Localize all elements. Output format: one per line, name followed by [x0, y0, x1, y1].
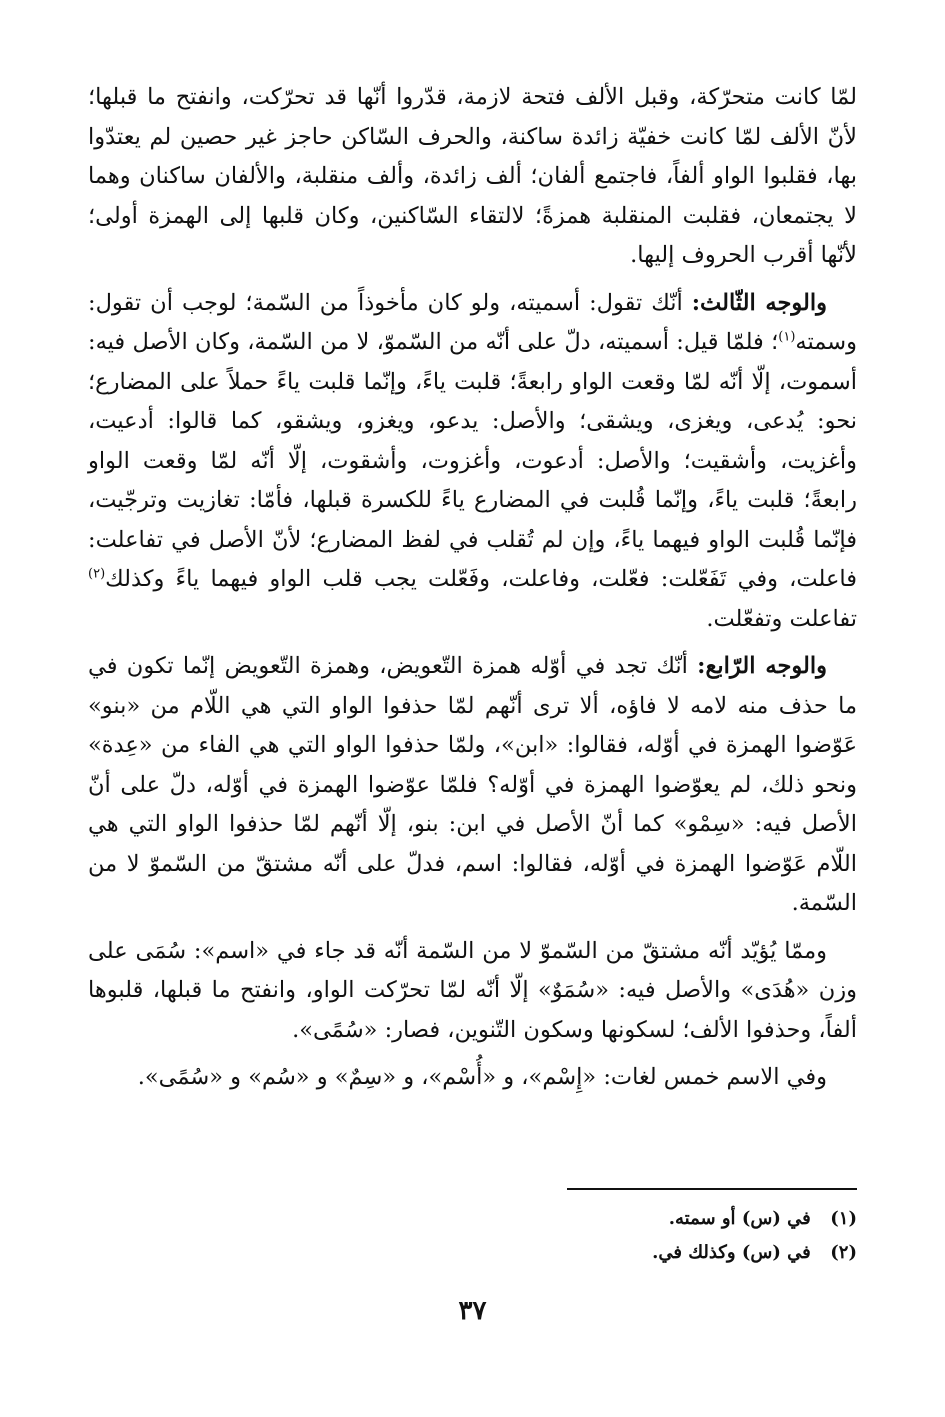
- paragraph-text: لمّا كانت متحرّكة، وقبل الألف فتحة لازمة، قدّروا أنّها قد تحرّكت، وانفتح ما قبلها؛ لأنّ الألف لمّا كانت خفيّة زائدة ساكنة، والحرف السّاكن حاجز غير حصين لم يعتدّوا بها، فقلبوا الواو ألفاً، فاجتمع ألفان؛ ألف زائدة، وألف منقلبة، والألفان ساكنان وهما لا يجتمعان، فقلبت المنقلبة همزةً؛ لالتقاء السّاكنين، وكان قلبها إلى الهمزة أولى؛ لأنّها أقرب الحروف إليها.: [88, 84, 857, 268]
- footnote-marker: (١): [778, 329, 796, 345]
- page-number: ٣٧: [458, 1296, 487, 1326]
- footnote-text: في (س) أو سمته.: [668, 1208, 811, 1229]
- document-page: [88, 78, 857, 1417]
- footnote-number: (٢): [830, 1242, 857, 1263]
- paragraph-4: [88, 932, 857, 1051]
- paragraph-1: [88, 78, 857, 276]
- main-text: [88, 78, 857, 1098]
- paragraph-text-end: تفاعلت وتفعّلت.: [706, 605, 857, 632]
- paragraph-text: وممّا يُؤيّد أنّه مشتقّ من السّموّ لا من السّمة أنّه قد جاء في «اسم»: سُمَى على وزن «هُدَى» والأصل فيه: «سُمَوٌ» إلّا أنّه لمّا تحرّكت الواو، وانفتح ما قبلها، قلبوها ألفاً، وحذفوا الألف؛ لسكونها وسكون التّنوين، فصار: «سُمًى».: [88, 937, 857, 1043]
- footnotes: [88, 1202, 857, 1270]
- footnote-text: في (س) وكذلك في.: [652, 1242, 811, 1263]
- paragraph-text-cont: ؛ فلمّا قيل: أسميته، دلّ على أنّه من السّموّ، لا من السّمة، وكان الأصل فيه: أسموت، إلّا أنّه لمّا وقعت الواو رابعةً؛ قلبت ياءً، وإنّما قلبت ياءً حملاً على المضارع؛ نحو: يُدعى، ويغزى، ويشقى؛ والأصل: يدعو، ويغزو، ويشقو، كما قالوا: أدعيت، وأغزيت، وأشقيت؛ والأصل: أدعوت، وأغزوت، وأشقوت، إلّا أنّه لمّا وقعت الواو رابعةً؛ قلبت ياءً، وإنّما قُلبت في المضارع ياءً للكسرة قبلها، فأمّا: تغازيت وترجّيت، فإنّما قُلبت الواو فيهما ياءً، وإن لم تُقلب في لفظ المضارع؛ لأنّ الأصل في تفاعلت: فاعلت، وفي تَفَعّلت: فعّلت، وفاعلت، وفَعّلت يجب قلب الواو فيهما ياءً وكذلك: [88, 329, 857, 592]
- paragraph-text: أنّك تجد في أوّله همزة التّعويض، وهمزة التّعويض إنّما تكون في ما حذف منه لامه لا فاؤه، ألا ترى أنّهم لمّا حذفوا الواو التي هي اللّام من «بنو» عَوّضوا الهمزة في أوّله، فقالوا: «ابن»، ولمّا حذفوا الواو التي هي الفاء من «عِدة» ونحو ذلك، لم يعوّضوا الهمزة في أوّله؟ فلمّا عوّضوا الهمزة في أوّله، دلّ على أنّ الأصل فيه: «سِمْو» كما أنّ الأصل في ابن: بنو، إلّا أنّهم لمّا حذفوا الواو التي هي اللّام عَوّضوا الهمزة في أوّله، فقالوا: اسم، فدلّ على أنّه مشتقّ من السّموّ لا من السّمة.: [88, 653, 857, 916]
- paragraph-5: [88, 1058, 857, 1098]
- footnote-number: (١): [830, 1208, 857, 1229]
- footnote-1: [88, 1202, 857, 1236]
- paragraph-3: [88, 647, 857, 924]
- footnote-2: [88, 1236, 857, 1270]
- section-lead: والوجه الثّالث:: [691, 289, 827, 316]
- footnote-marker: (٢): [88, 566, 106, 582]
- section-lead: والوجه الرّابع:: [697, 653, 827, 679]
- paragraph-text: أنّك تقول: أسميته، ولو كان مأخوذاً من السّمة؛ لوجب أن تقول: وسمته: [88, 289, 857, 355]
- paragraph-text: وفي الاسم خمس لغات: «إِسْم»، و «أُسْم»، و «سِمٌ» و «سُم» و «سُمًى».: [137, 1064, 827, 1090]
- paragraph-2: [88, 284, 857, 640]
- footnote-divider: [567, 1188, 857, 1190]
